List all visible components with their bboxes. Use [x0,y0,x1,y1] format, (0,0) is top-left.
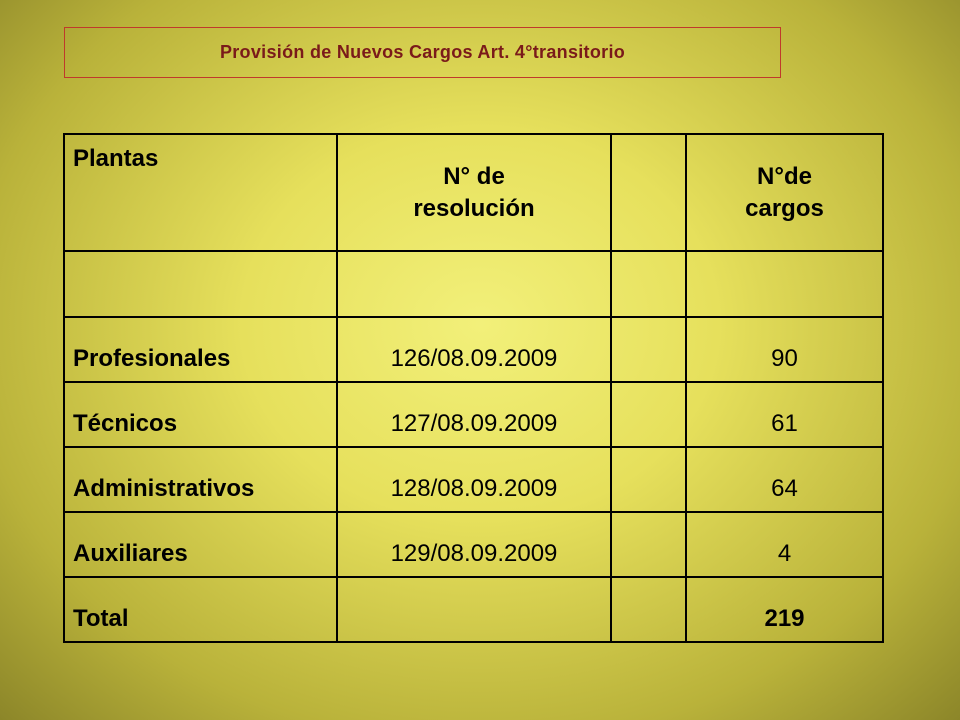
title-box [64,27,781,78]
empty-cell [337,577,611,642]
header-empty-cell [611,134,686,251]
total-cargos: 219 [686,577,883,642]
row-resolucion: 129/08.09.2009 [337,512,611,577]
table-row [64,512,883,577]
empty-cell [337,251,611,317]
header-cargos [686,134,883,251]
empty-cell [611,577,686,642]
empty-cell [611,447,686,512]
empty-cell [611,317,686,382]
header-resolucion [337,134,611,251]
header-plantas: Plantas [64,134,337,251]
page-title: Provisión de Nuevos Cargos Art. 4°transitorio [219,42,626,62]
header-resolucion-line2: resolución [413,194,535,222]
empty-cell [64,251,337,317]
empty-cell [686,251,883,317]
row-planta: Administrativos [64,447,337,512]
table-row [64,317,883,382]
empty-cell [611,382,686,447]
empty-cell [611,251,686,317]
table-header-row [64,134,883,251]
table-row [64,447,883,512]
row-planta: Técnicos [64,382,337,447]
row-resolucion: 126/08.09.2009 [337,317,611,382]
total-label: Total [64,577,337,642]
header-resolucion-line1: N° de [443,162,505,190]
row-cargos: 64 [686,447,883,512]
table-empty-row [64,251,883,317]
row-resolucion: 127/08.09.2009 [337,382,611,447]
table-total-row [64,577,883,642]
row-resolucion: 128/08.09.2009 [337,447,611,512]
row-planta: Profesionales [64,317,337,382]
row-planta: Auxiliares [64,512,337,577]
header-cargos-line2: cargos [745,194,824,222]
table-row [64,382,883,447]
row-cargos: 90 [686,317,883,382]
header-cargos-line1: N°de [757,162,812,190]
row-cargos: 61 [686,382,883,447]
row-cargos: 4 [686,512,883,577]
cargos-table [63,133,884,643]
empty-cell [611,512,686,577]
